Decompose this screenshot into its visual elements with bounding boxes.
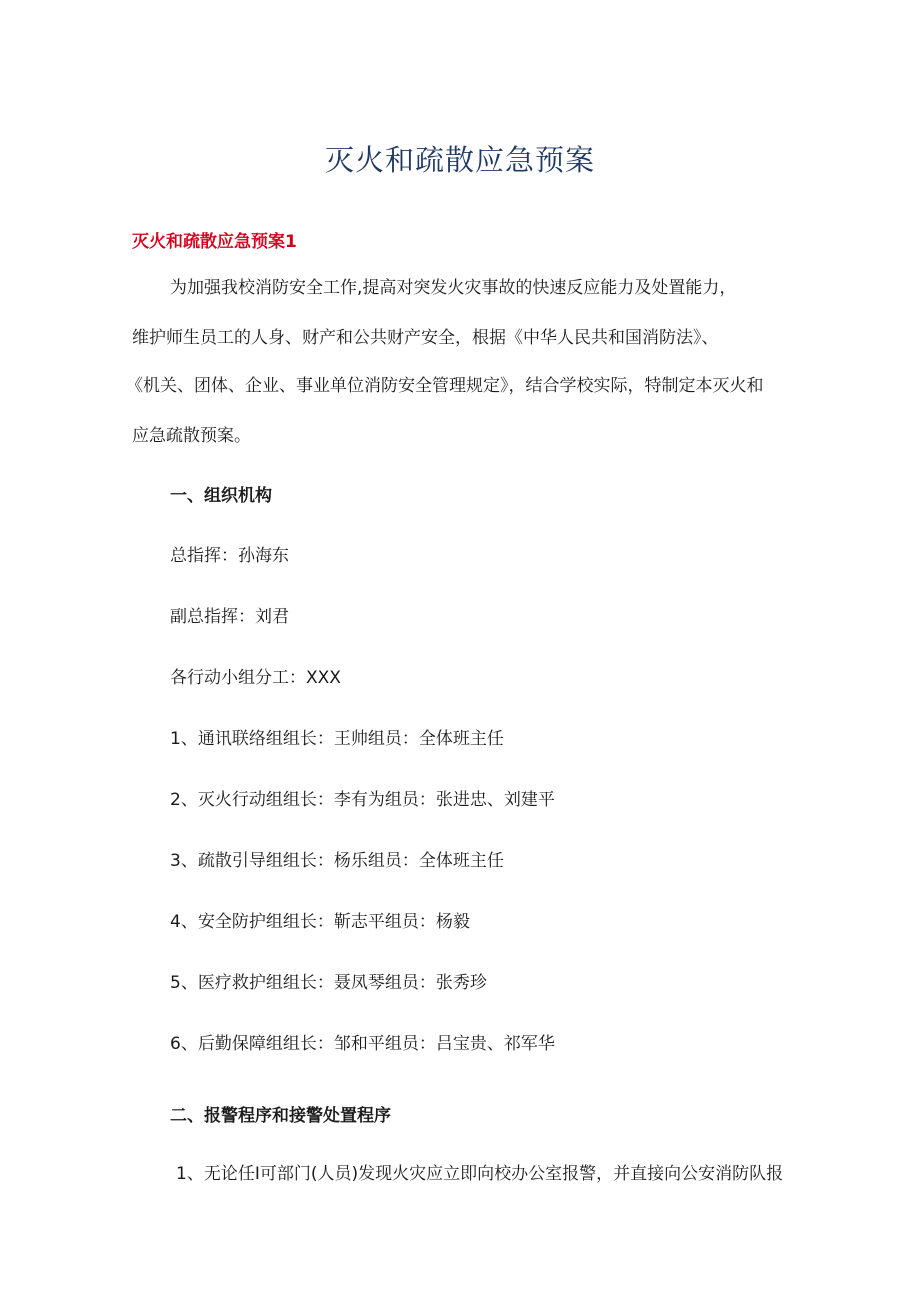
document-title: 灭火和疏散应急预案	[324, 143, 595, 177]
group-item-2: 2、灭火行动组组长：李有为组员：张进忠、刘建平	[170, 790, 555, 810]
groups-label: 各行动小组分工：XXX	[170, 668, 341, 688]
section2-item-1: 1、无论任I可部门(人员)发现火灾应立即向校办公室报警，并直接向公安消防队报	[176, 1164, 784, 1184]
section2-heading: 二、报警程序和接警处置程序	[170, 1106, 391, 1126]
group-item-3: 3、疏散引导组组长：杨乐组员：全体班主任	[170, 851, 504, 871]
group-item-1: 1、通讯联络组组长：王帅组员：全体班主任	[170, 729, 504, 749]
subheading: 灭火和疏散应急预案1	[132, 232, 297, 252]
intro-line-4: 应急疏散预案。	[132, 426, 251, 446]
group-item-6: 6、后勤保障组组长：邹和平组员：吕宝贵、祁军华	[170, 1034, 555, 1054]
group-item-4: 4、安全防护组组长：靳志平组员：杨毅	[170, 912, 470, 932]
group-item-5: 5、医疗救护组组长：聂凤琴组员：张秀珍	[170, 973, 487, 993]
commander-line: 总指挥：孙海东	[170, 546, 289, 566]
intro-line-3: 《机关、团体、企业、事业单位消防安全管理规定》，结合学校实际，特制定本灭火和	[126, 376, 764, 396]
deputy-line: 副总指挥：刘君	[170, 607, 289, 627]
section1-heading: 一、组织机构	[170, 486, 272, 506]
intro-line-1: 为加强我校消防安全工作,提高对突发火灾事故的快速反应能力及处置能力，	[170, 278, 737, 298]
intro-line-2: 维护师生员工的人身、财产和公共财产安全，根据《中华人民共和国消防法》、	[132, 328, 719, 348]
